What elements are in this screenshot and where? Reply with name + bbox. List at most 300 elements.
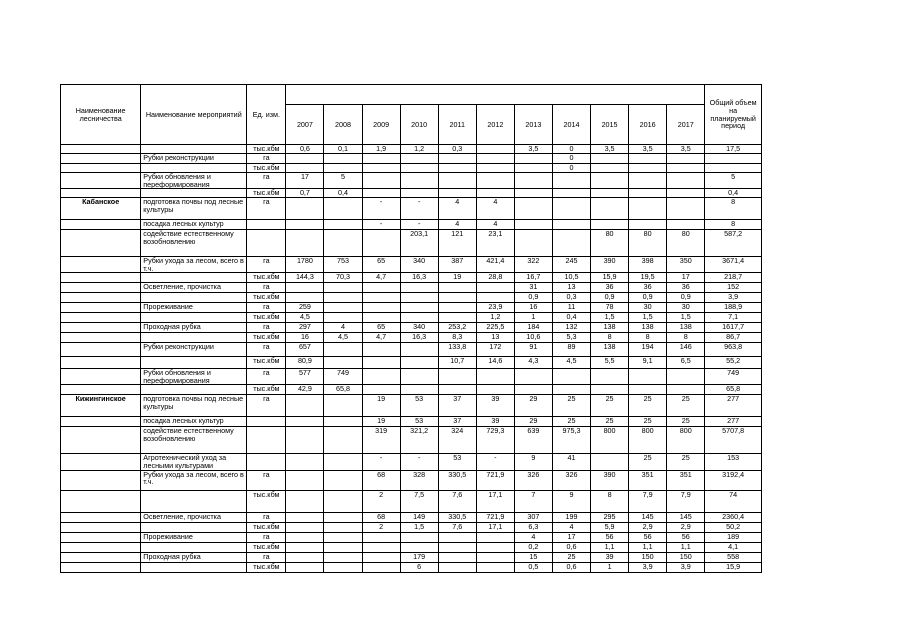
value-cell: 10,7: [438, 357, 476, 369]
value-cell: [552, 220, 590, 230]
value-cell: 78: [591, 303, 629, 313]
value-cell: [591, 189, 629, 198]
forestry-cell: [61, 257, 141, 273]
value-cell: 800: [629, 427, 667, 454]
value-cell: [667, 154, 705, 164]
value-cell: [400, 293, 438, 303]
value-cell: 330,5: [438, 512, 476, 522]
value-cell: [400, 385, 438, 395]
measure-cell: подготовка почвы под лесные культуры: [141, 395, 247, 417]
value-cell: [324, 532, 362, 542]
value-cell: 4: [514, 532, 552, 542]
value-cell: [591, 454, 629, 470]
value-cell: [400, 343, 438, 357]
value-cell: [286, 512, 324, 522]
unit-cell: тыс.кбм: [247, 313, 286, 323]
value-cell: 194: [629, 343, 667, 357]
value-cell: [286, 454, 324, 470]
value-cell: [286, 542, 324, 552]
value-cell: [400, 164, 438, 173]
value-cell: [324, 427, 362, 454]
unit-cell: [247, 427, 286, 454]
table-row: [61, 512, 762, 522]
forestry-cell: [61, 562, 141, 572]
value-cell: -: [400, 454, 438, 470]
value-cell: 121: [438, 230, 476, 257]
value-cell: [324, 542, 362, 552]
table-row: [61, 343, 762, 357]
value-cell: [324, 490, 362, 512]
table-row: [61, 189, 762, 198]
value-cell: 10,6: [514, 333, 552, 343]
forestry-cell: [61, 313, 141, 323]
forestry-cell: [61, 323, 141, 333]
total-cell: 558: [705, 552, 762, 562]
table-row: [61, 454, 762, 470]
value-cell: [286, 198, 324, 220]
unit-cell: [247, 230, 286, 257]
value-cell: [629, 385, 667, 395]
value-cell: 4: [476, 220, 514, 230]
value-cell: 36: [667, 283, 705, 293]
value-cell: 9: [514, 454, 552, 470]
unit-cell: га: [247, 470, 286, 490]
value-cell: 16: [286, 333, 324, 343]
value-cell: 65: [362, 323, 400, 333]
table-row: [61, 490, 762, 512]
header-year: 2010: [400, 105, 438, 145]
value-cell: 9: [552, 490, 590, 512]
value-cell: 17,1: [476, 522, 514, 532]
table-row: [61, 293, 762, 303]
value-cell: [629, 164, 667, 173]
unit-cell: га: [247, 323, 286, 333]
value-cell: [629, 198, 667, 220]
value-cell: [438, 173, 476, 189]
value-cell: -: [362, 198, 400, 220]
value-cell: 56: [591, 532, 629, 542]
value-cell: 340: [400, 257, 438, 273]
value-cell: 351: [667, 470, 705, 490]
unit-cell: тыс.кбм: [247, 562, 286, 572]
total-cell: 4,1: [705, 542, 762, 552]
value-cell: 28,8: [476, 273, 514, 283]
value-cell: [552, 198, 590, 220]
value-cell: 4,3: [514, 357, 552, 369]
value-cell: [286, 230, 324, 257]
table-row: [61, 522, 762, 532]
value-cell: 5,3: [552, 333, 590, 343]
value-cell: [476, 385, 514, 395]
value-cell: [362, 283, 400, 293]
header-year: 2017: [667, 105, 705, 145]
table-row: [61, 417, 762, 427]
value-cell: [438, 552, 476, 562]
value-cell: 7,6: [438, 522, 476, 532]
table-row: [61, 333, 762, 343]
value-cell: 184: [514, 323, 552, 333]
value-cell: 6,5: [667, 357, 705, 369]
value-cell: [324, 512, 362, 522]
value-cell: 10,5: [552, 273, 590, 283]
value-cell: [514, 369, 552, 385]
value-cell: [552, 173, 590, 189]
unit-cell: тыс.кбм: [247, 490, 286, 512]
value-cell: 7,6: [438, 490, 476, 512]
total-cell: 3192,4: [705, 470, 762, 490]
value-cell: 6: [400, 562, 438, 572]
value-cell: [286, 562, 324, 572]
total-cell: 8: [705, 198, 762, 220]
value-cell: [362, 562, 400, 572]
value-cell: 7,9: [667, 490, 705, 512]
value-cell: 19,5: [629, 273, 667, 283]
measure-cell: содействие естественному возобновлению: [141, 427, 247, 454]
table-row: [61, 257, 762, 273]
measure-cell: Проходная рубка: [141, 552, 247, 562]
forestry-cell: Кижингинское: [61, 395, 141, 417]
value-cell: 138: [667, 323, 705, 333]
value-cell: [514, 189, 552, 198]
value-cell: 25: [667, 454, 705, 470]
value-cell: [362, 189, 400, 198]
forestry-cell: [61, 542, 141, 552]
total-cell: 218,7: [705, 273, 762, 283]
table-row: [61, 173, 762, 189]
total-cell: 65,8: [705, 385, 762, 395]
forestry-cell: [61, 154, 141, 164]
value-cell: 80: [591, 230, 629, 257]
value-cell: 17: [286, 173, 324, 189]
value-cell: 25: [629, 395, 667, 417]
header-forestry: Наименование лесничества: [61, 85, 141, 145]
value-cell: 36: [591, 283, 629, 293]
value-cell: 350: [667, 257, 705, 273]
value-cell: 295: [591, 512, 629, 522]
value-cell: 25: [667, 417, 705, 427]
value-cell: [324, 522, 362, 532]
value-cell: 31: [514, 283, 552, 293]
forestry-cell: [61, 427, 141, 454]
value-cell: [552, 230, 590, 257]
value-cell: 2: [362, 490, 400, 512]
value-cell: 19: [438, 273, 476, 283]
value-cell: [438, 293, 476, 303]
value-cell: 53: [438, 454, 476, 470]
value-cell: [286, 293, 324, 303]
value-cell: 3,5: [591, 145, 629, 154]
total-cell: 8: [705, 220, 762, 230]
value-cell: 297: [286, 323, 324, 333]
table-row: [61, 145, 762, 154]
value-cell: 133,8: [438, 343, 476, 357]
measure-cell: содействие естественному возобновлению: [141, 230, 247, 257]
value-cell: [476, 542, 514, 552]
value-cell: [324, 164, 362, 173]
value-cell: [362, 385, 400, 395]
unit-cell: тыс.кбм: [247, 333, 286, 343]
value-cell: 14,6: [476, 357, 514, 369]
value-cell: [438, 283, 476, 293]
value-cell: [400, 283, 438, 293]
value-cell: 0,1: [324, 145, 362, 154]
value-cell: 42,9: [286, 385, 324, 395]
value-cell: [667, 173, 705, 189]
value-cell: [476, 145, 514, 154]
header-year: 2012: [476, 105, 514, 145]
value-cell: -: [400, 220, 438, 230]
value-cell: 17: [552, 532, 590, 542]
table-row: [61, 369, 762, 385]
value-cell: 15,9: [591, 273, 629, 283]
total-cell: 5: [705, 173, 762, 189]
forestry-cell: [61, 273, 141, 283]
header-year: 2014: [552, 105, 590, 145]
value-cell: -: [362, 454, 400, 470]
value-cell: 729,3: [476, 427, 514, 454]
value-cell: 4,7: [362, 273, 400, 283]
unit-cell: тыс.кбм: [247, 273, 286, 283]
value-cell: 8,3: [438, 333, 476, 343]
measure-cell: Рубки обновления и переформирования: [141, 173, 247, 189]
measure-cell: посадка лесных культур: [141, 220, 247, 230]
total-cell: 55,2: [705, 357, 762, 369]
table-row: [61, 303, 762, 313]
value-cell: [324, 230, 362, 257]
table-row: [61, 357, 762, 369]
value-cell: -: [400, 198, 438, 220]
value-cell: 322: [514, 257, 552, 273]
value-cell: 1,9: [362, 145, 400, 154]
value-cell: 65,8: [324, 385, 362, 395]
total-cell: 152: [705, 283, 762, 293]
table-row: [61, 164, 762, 173]
total-cell: 277: [705, 417, 762, 427]
value-cell: 30: [629, 303, 667, 313]
value-cell: 5,9: [591, 522, 629, 532]
forestry-cell: [61, 293, 141, 303]
unit-cell: [247, 454, 286, 470]
unit-cell: га: [247, 257, 286, 273]
value-cell: 53: [400, 395, 438, 417]
value-cell: 577: [286, 369, 324, 385]
value-cell: [514, 220, 552, 230]
value-cell: [362, 552, 400, 562]
value-cell: [286, 417, 324, 427]
value-cell: 13: [476, 333, 514, 343]
value-cell: 3,5: [629, 145, 667, 154]
value-cell: 132: [552, 323, 590, 333]
value-cell: 89: [552, 343, 590, 357]
value-cell: 4: [438, 198, 476, 220]
table-row: [61, 395, 762, 417]
measure-cell: [141, 385, 247, 395]
value-cell: [667, 198, 705, 220]
unit-cell: га: [247, 512, 286, 522]
value-cell: [514, 230, 552, 257]
total-cell: 74: [705, 490, 762, 512]
total-cell: 1617,7: [705, 323, 762, 333]
value-cell: 4: [552, 522, 590, 532]
value-cell: 15: [514, 552, 552, 562]
forestry-cell: [61, 283, 141, 293]
measure-cell: [141, 357, 247, 369]
value-cell: 0,9: [667, 293, 705, 303]
value-cell: 199: [552, 512, 590, 522]
measure-cell: Рубки реконструкции: [141, 154, 247, 164]
table-row: [61, 273, 762, 283]
value-cell: 3,9: [667, 562, 705, 572]
forestry-cell: [61, 230, 141, 257]
value-cell: 3,5: [514, 145, 552, 154]
forestry-cell: [61, 333, 141, 343]
value-cell: 16,7: [514, 273, 552, 283]
value-cell: 0,7: [286, 189, 324, 198]
value-cell: 1,2: [476, 313, 514, 323]
measure-cell: [141, 522, 247, 532]
forest-plan-table: [60, 84, 762, 573]
value-cell: [591, 369, 629, 385]
total-cell: 2360,4: [705, 512, 762, 522]
header-total: Общий объем на планируемый период: [705, 85, 762, 145]
header-unit: Ед. изм.: [247, 85, 286, 145]
value-cell: [438, 385, 476, 395]
value-cell: [324, 470, 362, 490]
value-cell: [286, 522, 324, 532]
value-cell: 7,9: [629, 490, 667, 512]
total-cell: 749: [705, 369, 762, 385]
table-row: [61, 283, 762, 293]
value-cell: 0: [552, 154, 590, 164]
forestry-cell: [61, 343, 141, 357]
value-cell: 8: [667, 333, 705, 343]
header-measure: Наименование мероприятий: [141, 85, 247, 145]
forestry-cell: [61, 357, 141, 369]
value-cell: 1,5: [400, 522, 438, 532]
measure-cell: [141, 145, 247, 154]
total-cell: 188,9: [705, 303, 762, 313]
value-cell: 25: [552, 417, 590, 427]
value-cell: 13: [552, 283, 590, 293]
value-cell: [552, 189, 590, 198]
unit-cell: тыс.кбм: [247, 145, 286, 154]
header-year: 2016: [629, 105, 667, 145]
value-cell: 138: [591, 343, 629, 357]
value-cell: [324, 293, 362, 303]
total-cell: 5707,8: [705, 427, 762, 454]
measure-cell: Рубки ухода за лесом, всего в т.ч.: [141, 257, 247, 273]
value-cell: 25: [667, 395, 705, 417]
table-header: [61, 85, 762, 145]
total-cell: [705, 154, 762, 164]
value-cell: [362, 369, 400, 385]
value-cell: 975,3: [552, 427, 590, 454]
value-cell: [324, 395, 362, 417]
value-cell: 8: [591, 490, 629, 512]
value-cell: 138: [629, 323, 667, 333]
value-cell: 7,5: [400, 490, 438, 512]
measure-cell: Рубки обновления и переформирования: [141, 369, 247, 385]
value-cell: 1780: [286, 257, 324, 273]
value-cell: [362, 343, 400, 357]
table-body: [61, 145, 762, 573]
unit-cell: га: [247, 154, 286, 164]
value-cell: [400, 189, 438, 198]
value-cell: [324, 283, 362, 293]
value-cell: 11: [552, 303, 590, 313]
forestry-cell: Кабанское: [61, 198, 141, 220]
value-cell: [476, 532, 514, 542]
value-cell: [400, 532, 438, 542]
value-cell: 307: [514, 512, 552, 522]
forestry-cell: [61, 303, 141, 313]
value-cell: 721,9: [476, 512, 514, 522]
table-row: [61, 198, 762, 220]
value-cell: 0,5: [514, 562, 552, 572]
measure-cell: подготовка почвы под лесные культуры: [141, 198, 247, 220]
forestry-cell: [61, 552, 141, 562]
forestry-cell: [61, 490, 141, 512]
value-cell: 639: [514, 427, 552, 454]
unit-cell: га: [247, 303, 286, 313]
value-cell: [400, 313, 438, 323]
value-cell: 225,5: [476, 323, 514, 333]
value-cell: [286, 490, 324, 512]
measure-cell: [141, 542, 247, 552]
total-cell: 15,9: [705, 562, 762, 572]
unit-cell: га: [247, 198, 286, 220]
value-cell: [476, 173, 514, 189]
value-cell: [667, 189, 705, 198]
forestry-cell: [61, 189, 141, 198]
value-cell: 53: [400, 417, 438, 427]
value-cell: 387: [438, 257, 476, 273]
total-cell: 587,2: [705, 230, 762, 257]
total-cell: 86,7: [705, 333, 762, 343]
value-cell: [324, 552, 362, 562]
value-cell: [438, 562, 476, 572]
value-cell: [438, 164, 476, 173]
value-cell: 319: [362, 427, 400, 454]
value-cell: 0,9: [629, 293, 667, 303]
value-cell: 1,1: [591, 542, 629, 552]
unit-cell: га: [247, 173, 286, 189]
value-cell: 5,5: [591, 357, 629, 369]
value-cell: [667, 164, 705, 173]
total-cell: [705, 164, 762, 173]
value-cell: [591, 164, 629, 173]
value-cell: 0: [552, 164, 590, 173]
value-cell: 5: [324, 173, 362, 189]
value-cell: 1: [591, 562, 629, 572]
value-cell: 2,9: [667, 522, 705, 532]
measure-cell: Осветление, прочистка: [141, 512, 247, 522]
forestry-cell: [61, 385, 141, 395]
value-cell: 29: [514, 395, 552, 417]
measure-cell: [141, 333, 247, 343]
value-cell: 145: [667, 512, 705, 522]
value-cell: [362, 154, 400, 164]
value-cell: [476, 552, 514, 562]
value-cell: [514, 164, 552, 173]
header-years-group: [286, 85, 705, 105]
value-cell: 4,5: [552, 357, 590, 369]
value-cell: 8: [591, 333, 629, 343]
value-cell: [476, 293, 514, 303]
total-cell: 3,9: [705, 293, 762, 303]
value-cell: 16: [514, 303, 552, 313]
value-cell: [286, 395, 324, 417]
